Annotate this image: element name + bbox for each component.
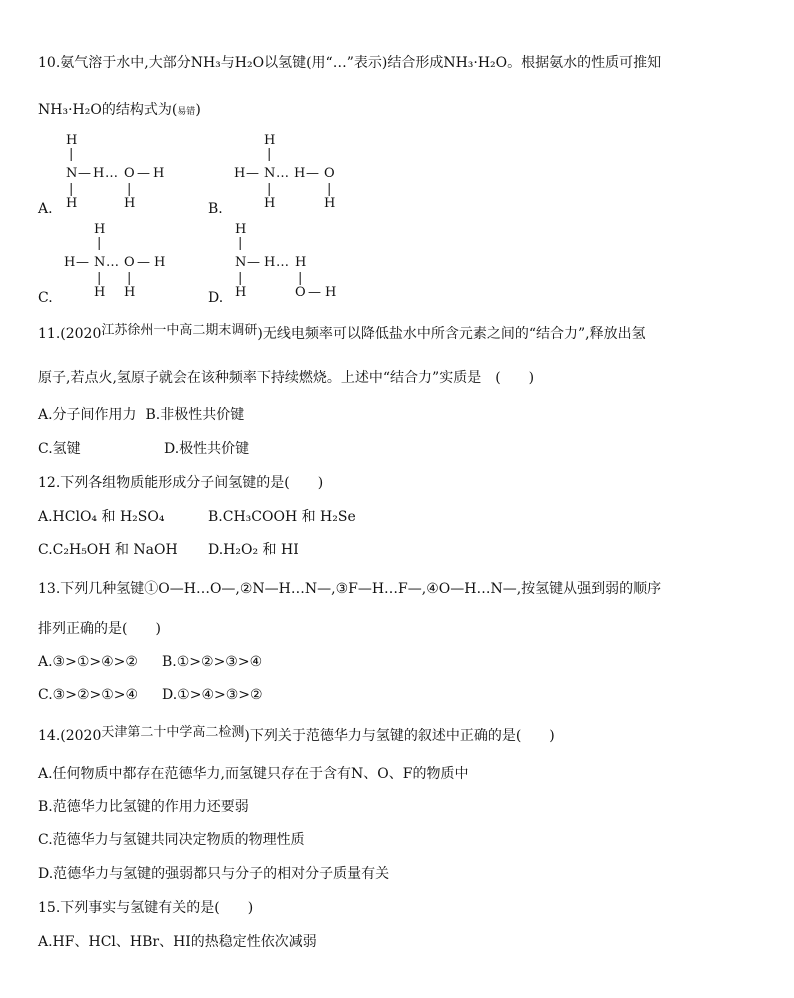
q10-option-a-label[interactable]: A. bbox=[38, 201, 53, 217]
atom-h: H bbox=[124, 196, 136, 211]
atom-h: H bbox=[295, 255, 307, 270]
q10-option-b-structure[interactable] bbox=[208, 133, 368, 215]
bond-vertical: | bbox=[69, 147, 74, 162]
atom-h: H bbox=[264, 196, 276, 211]
q11-options-row2 bbox=[38, 440, 249, 458]
atom-h: H bbox=[94, 222, 106, 237]
bond-vertical: | bbox=[69, 182, 74, 197]
atom-h: H bbox=[264, 133, 276, 148]
atom-n: N bbox=[94, 255, 106, 270]
q12-option-a[interactable]: A.HClO₄ 和 H₂SO₄ bbox=[38, 509, 165, 525]
bond-vertical: | bbox=[327, 182, 332, 197]
bond-vertical: | bbox=[127, 271, 132, 286]
q10-paren: ) bbox=[195, 102, 201, 118]
atom-n: N bbox=[264, 166, 276, 181]
q12-stem: 12.下列各组物质能形成分子间氢键的是( ) bbox=[38, 475, 324, 491]
bond-vertical: | bbox=[238, 271, 243, 286]
atom-h: H bbox=[264, 255, 276, 270]
atom-h: H bbox=[235, 222, 247, 237]
q15-stem: 15.下列事实与氢键有关的是( ) bbox=[38, 900, 254, 916]
q12-option-c[interactable]: C.C₂H₅OH 和 NaOH bbox=[38, 542, 178, 558]
q13-stem-line2: 排列正确的是( ) bbox=[38, 621, 161, 637]
atom-h: H bbox=[294, 166, 306, 181]
q11-option-d[interactable]: D.极性共价键 bbox=[164, 441, 250, 457]
q14-option-c[interactable]: C.范德华力与氢键共同决定物质的物理性质 bbox=[38, 832, 305, 848]
bond-single: — bbox=[247, 255, 260, 270]
q12-options-row1 bbox=[38, 508, 356, 526]
bond-vertical: | bbox=[238, 236, 243, 251]
q15-option-a[interactable]: A.HF、HCl、HBr、HI的热稳定性依次减弱 bbox=[38, 934, 317, 950]
atom-h: H bbox=[154, 255, 166, 270]
atom-h: H bbox=[64, 255, 76, 270]
atom-o: O bbox=[124, 166, 135, 181]
q14-source: 天津第二十中学高二检测 bbox=[101, 725, 245, 740]
q10-option-c-structure[interactable] bbox=[38, 222, 198, 304]
q11-option-b[interactable]: B.非极性共价键 bbox=[145, 407, 245, 423]
hydrogen-bond: … bbox=[106, 255, 119, 270]
q14-stem bbox=[38, 727, 555, 746]
q10-option-d-label[interactable]: D. bbox=[208, 290, 224, 306]
atom-o: O bbox=[124, 255, 135, 270]
q13-options-row1 bbox=[38, 653, 262, 671]
q11-number: 11.(2020 bbox=[38, 326, 102, 342]
bond-single: — bbox=[246, 166, 259, 181]
q13-option-d[interactable]: D.①>④>③>② bbox=[162, 687, 263, 703]
atom-h: H bbox=[153, 166, 165, 181]
q13-option-a[interactable]: A.③>①>④>② bbox=[38, 654, 138, 670]
atom-h: H bbox=[235, 285, 247, 300]
bond-single: — bbox=[137, 255, 150, 270]
q10-error-tag: 易错 bbox=[177, 107, 196, 117]
bond-vertical: | bbox=[267, 147, 272, 162]
bond-vertical: | bbox=[97, 236, 102, 251]
q11-stem-line1 bbox=[38, 325, 646, 344]
hydrogen-bond: … bbox=[276, 255, 289, 270]
q10-stem-line2 bbox=[38, 101, 201, 121]
q14-option-a[interactable]: A.任何物质中都存在范德华力,而氢键只存在于含有N、O、F的物质中 bbox=[38, 766, 469, 782]
q12-options-row2 bbox=[38, 541, 299, 559]
q11-option-a[interactable]: A.分子间作用力 bbox=[38, 407, 137, 423]
atom-h: H bbox=[66, 196, 78, 211]
q14-option-d[interactable]: D.范德华力与氢键的强弱都只与分子的相对分子质量有关 bbox=[38, 866, 390, 882]
q10-stem-text: NH₃·H₂O的结构式为( bbox=[38, 102, 178, 118]
q10-option-a-structure[interactable] bbox=[38, 133, 198, 215]
q10-option-b-label[interactable]: B. bbox=[208, 201, 223, 217]
q13-option-b[interactable]: B.①>②>③>④ bbox=[162, 654, 263, 670]
atom-n: N bbox=[235, 255, 247, 270]
atom-n: N bbox=[66, 166, 78, 181]
atom-o: O bbox=[324, 166, 335, 181]
atom-h: H bbox=[93, 166, 105, 181]
q14-stem-text: )下列关于范德华力与氢键的叙述中正确的是( ) bbox=[244, 728, 555, 744]
atom-h: H bbox=[66, 133, 78, 148]
hydrogen-bond: … bbox=[105, 166, 118, 181]
bond-single: — bbox=[306, 166, 319, 181]
q12-option-d[interactable]: D.H₂O₂ 和 HI bbox=[208, 542, 299, 558]
atom-h: H bbox=[325, 285, 337, 300]
q14-number: 14.(2020 bbox=[38, 728, 102, 744]
q13-options-row2 bbox=[38, 686, 263, 704]
q14-option-b[interactable]: B.范德华力比氢键的作用力还要弱 bbox=[38, 799, 249, 815]
bond-vertical: | bbox=[267, 182, 272, 197]
hydrogen-bond: … bbox=[276, 166, 289, 181]
bond-vertical: | bbox=[97, 271, 102, 286]
bond-vertical: | bbox=[298, 271, 303, 286]
atom-h: H bbox=[124, 285, 136, 300]
q10-option-c-label[interactable]: C. bbox=[38, 290, 53, 306]
q11-option-c[interactable]: C.氢键 bbox=[38, 441, 81, 457]
q11-stem-line2: 原子,若点火,氢原子就会在该种频率下持续燃烧。上述中“结合力”实质是 ( ) bbox=[38, 370, 535, 386]
q10-option-d-structure[interactable] bbox=[208, 222, 368, 304]
bond-vertical: | bbox=[127, 182, 132, 197]
bond-single: — bbox=[308, 285, 321, 300]
q13-stem-line1: 13.下列几种氢键①O—H…O—,②N—H…N—,③F—H…F—,④O—H…N—,按氢键从强到弱的顺序 bbox=[38, 581, 662, 597]
q11-options-row1 bbox=[38, 406, 244, 424]
atom-h: H bbox=[234, 166, 246, 181]
atom-o: O bbox=[295, 285, 306, 300]
q12-option-b[interactable]: B.CH₃COOH 和 H₂Se bbox=[208, 509, 356, 525]
atom-h: H bbox=[94, 285, 106, 300]
q11-source: 江苏徐州一中高二期末调研 bbox=[101, 323, 258, 338]
bond-single: — bbox=[137, 166, 150, 181]
atom-h: H bbox=[324, 196, 336, 211]
q11-stem-text: )无线电频率可以降低盐水中所含元素之间的“结合力”,释放出氢 bbox=[257, 326, 646, 342]
q13-option-c[interactable]: C.③>②>①>④ bbox=[38, 687, 139, 703]
bond-single: — bbox=[78, 166, 91, 181]
bond-single: — bbox=[76, 255, 89, 270]
q10-stem-line1: 10.氨气溶于水中,大部分NH₃与H₂O以氢键(用“…”表示)结合形成NH₃·H₂O。根据氨水的性质可推知 bbox=[38, 55, 662, 71]
